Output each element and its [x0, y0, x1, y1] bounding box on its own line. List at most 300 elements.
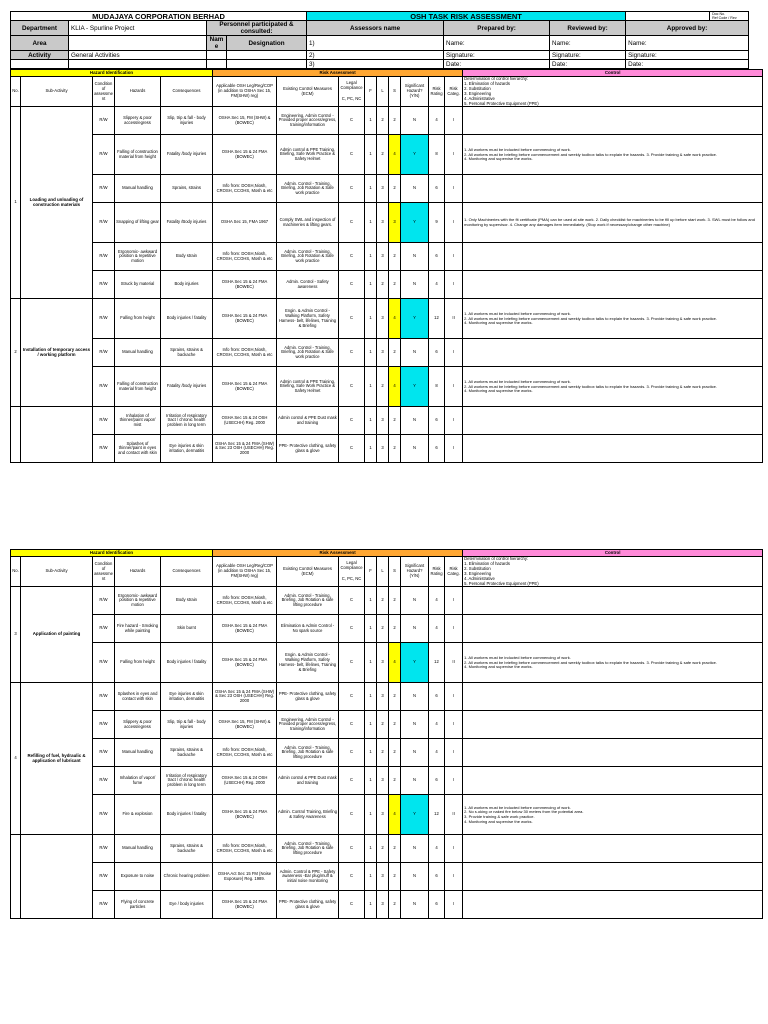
col-sub-activity: Sub-Activity	[21, 77, 93, 107]
personnel-label: Personnel participated & consulted:	[207, 21, 307, 36]
control-cell: 1. All workers must be inducted before commencing of work. 2. No s.oking or naked fire below 30 meters from the potential area. 3. Provide training & safe work practice. 4. Monitoring and supervise the works.	[463, 795, 763, 835]
consequence-cell: Sprains, strains & backache	[161, 339, 213, 367]
significant-hazard-cell: N	[401, 615, 429, 643]
designation-col-label: Designation	[227, 36, 307, 51]
legislation-cell: Info from: DOSH,Niosh, CROSH, CCOHS, Mosh & etc	[213, 243, 277, 271]
ecm-cell: Admin. Control - Training, Briefing, Job Rotation & Safe work practice	[277, 339, 339, 367]
control-cell	[463, 175, 763, 203]
legal-compliance-cell: C	[339, 367, 365, 407]
hazard-cell: Falling of construction material from height	[115, 135, 161, 175]
ecm-cell: PPE- Protective clothing, safety glass & glove	[277, 435, 339, 463]
hazard-cell: Inhalation of vapor/ fume	[115, 767, 161, 795]
legal-compliance-cell: C	[339, 795, 365, 835]
document-header	[10, 11, 749, 69]
col-legal-compliance	[339, 557, 365, 587]
legal-compliance-cell: C	[339, 891, 365, 919]
frequency-cell: 1	[365, 683, 377, 711]
ecm-cell: PPE- Protective clothing, safety glass & glove	[277, 683, 339, 711]
col-legal-compliance	[339, 77, 365, 107]
significant-hazard-cell: N	[401, 407, 429, 435]
item-number: 3	[11, 587, 21, 683]
legal-compliance-cell: C	[339, 243, 365, 271]
risk-category-cell: I	[445, 615, 463, 643]
risk-rating-cell: 12	[429, 795, 445, 835]
condition-cell: R/W	[93, 683, 115, 711]
control-cell	[463, 891, 763, 919]
consequence-cell: Body injuries / fatality	[161, 299, 213, 339]
risk-row	[11, 643, 763, 683]
ecm-cell: Engin. & Admin Control - Walking Platform, Safety Harness- belt, lifelines, Training & Briefing	[277, 299, 339, 339]
significant-hazard-cell: N	[401, 683, 429, 711]
significant-hazard-cell: N	[401, 243, 429, 271]
risk-row	[11, 339, 763, 367]
ecm-cell: Engin. & Admin Control - Walking Platform, Safety Harness- belt, lifelines, Training & Briefing	[277, 643, 339, 683]
legal-compliance-cell: C	[339, 615, 365, 643]
name-col-label: Name	[207, 36, 227, 51]
likelihood-cell: 2	[377, 135, 389, 175]
condition-cell: R/W	[93, 135, 115, 175]
ecm-cell: Engineering, Admin Control - Provided proper access/egress, training/information	[277, 711, 339, 739]
significant-hazard-cell: Y	[401, 367, 429, 407]
risk-row	[11, 767, 763, 795]
risk-category-cell: I	[445, 271, 463, 299]
sub-activity	[21, 835, 93, 919]
risk-row	[11, 739, 763, 767]
risk-category-cell: I	[445, 407, 463, 435]
risk-row	[11, 683, 763, 711]
significant-hazard-cell: N	[401, 339, 429, 367]
control-cell	[463, 711, 763, 739]
legislation-cell: Info from: DOSH,Niosh, CROSH, CCOHS, Mosh & etc	[213, 587, 277, 615]
significant-hazard-cell: N	[401, 739, 429, 767]
risk-category-cell: I	[445, 767, 463, 795]
risk-rating-cell: 6	[429, 339, 445, 367]
legislation-cell: OSHA Sec 15, FM (SHW) & (BOWEC)	[213, 107, 277, 135]
ecm-cell: Admin control & PPE Dust mask and training	[277, 407, 339, 435]
condition-cell: R/W	[93, 615, 115, 643]
legislation-cell: OSHA Sec 15 & 24 FMA (BOWEC)	[213, 135, 277, 175]
risk-rating-cell: 6	[429, 863, 445, 891]
risk-category-cell: II	[445, 299, 463, 339]
legal-compliance-cell: C	[339, 835, 365, 863]
legislation-cell: Info from: DOSH,Niosh, CROSH, CCOHS, Mosh & etc	[213, 739, 277, 767]
legislation-cell: OSHA Sec 15 & 24 FMA (BOWEC)	[213, 299, 277, 339]
severity-cell: 2	[389, 683, 401, 711]
col-consequences: Consequences	[161, 557, 213, 587]
legal-compliance-cell: C	[339, 203, 365, 243]
approved-signature: Signature:	[626, 51, 749, 60]
significant-hazard-cell: N	[401, 767, 429, 795]
ecm-cell: Admin. Control - Training, Briefing, Job Rotation & safe lifting procedure	[277, 739, 339, 767]
significant-hazard-cell: Y	[401, 203, 429, 243]
hazard-cell: Falling of construction material from height	[115, 367, 161, 407]
severity-cell: 2	[389, 711, 401, 739]
hazard-cell: Falling from height	[115, 299, 161, 339]
reviewed-by-label: Reviewed by:	[550, 21, 626, 36]
frequency-cell: 1	[365, 739, 377, 767]
col-no: No.	[11, 77, 21, 107]
risk-rating-cell: 6	[429, 891, 445, 919]
legal-compliance-cell: C	[339, 299, 365, 339]
frequency-cell: 1	[365, 271, 377, 299]
risk-row	[11, 107, 763, 135]
sub-activity	[21, 407, 93, 463]
risk-category-cell: I	[445, 175, 463, 203]
department-label: Department	[11, 21, 69, 36]
sub-activity: Installation of temporary access / working platform	[21, 299, 93, 407]
risk-rating-cell: 4	[429, 271, 445, 299]
assessor-2: 2)	[307, 51, 444, 60]
control-header: Control	[463, 70, 763, 77]
legislation-cell: OSHA Sec 15 & 24 FMA (BOWEC)	[213, 367, 277, 407]
legal-compliance-cell: C	[339, 683, 365, 711]
condition-cell: R/W	[93, 299, 115, 339]
condition-cell: R/W	[93, 795, 115, 835]
column-header-row	[11, 77, 763, 107]
legislation-cell: OSHA Sec 15 & 24 FMA (SHW) & Sec 23 OSH (USECHH) Reg. 2000	[213, 683, 277, 711]
frequency-cell: 1	[365, 243, 377, 271]
control-cell	[463, 407, 763, 435]
ecm-cell: Engineering, Admin Control - Provided proper access/egress, training/information	[277, 107, 339, 135]
risk-category-cell: I	[445, 587, 463, 615]
legislation-cell: OSHA Sec 15, FMA 1967	[213, 203, 277, 243]
risk-category-cell: I	[445, 711, 463, 739]
frequency-cell: 1	[365, 107, 377, 135]
legislation-cell: Info from: DOSH,Niosh, CROSH, CCOHS, Mosh & etc	[213, 339, 277, 367]
consequence-cell: Slip, trip & fall - body injuries	[161, 107, 213, 135]
condition-cell: R/W	[93, 339, 115, 367]
risk-rating-cell: 4	[429, 615, 445, 643]
severity-cell: 2	[389, 407, 401, 435]
control-cell: 1. All workers must be inducted before commencing of work. 2. All workers must be briefing before commencement and weekly toolbox talks to explain the hazards. 3. Provide training & safe work practice. 4. Monitoring and supervise the works.	[463, 135, 763, 175]
column-header-row	[11, 557, 763, 587]
hazard-cell: Manual handling	[115, 175, 161, 203]
severity-cell: 4	[389, 795, 401, 835]
legal-compliance-cell: C	[339, 135, 365, 175]
frequency-cell: 1	[365, 615, 377, 643]
risk-row	[11, 271, 763, 299]
legal-compliance-label: Legal Compliance	[340, 80, 363, 91]
frequency-cell: 1	[365, 767, 377, 795]
risk-category-cell: I	[445, 863, 463, 891]
legislation-cell: OSHA Sec 15 & 24 FMA (BOWEC)	[213, 891, 277, 919]
col-condition: Condition of assessment	[93, 77, 115, 107]
col-ecm: Existing Control Measures (ECM)	[277, 557, 339, 587]
item-number	[11, 835, 21, 919]
condition-cell: R/W	[93, 367, 115, 407]
severity-cell: 2	[389, 835, 401, 863]
risk-category-cell: I	[445, 339, 463, 367]
hazard-cell: Splashes in eyes and contact with skin	[115, 683, 161, 711]
risk-row	[11, 435, 763, 463]
control-cell: 1. All workers must be inducted before commencing of work. 2. All workers must be briefing before commencement and weekly toolbox talks to explain the hazards. 3. Provide training & safe work practice. 4. Monitoring and supervise the works.	[463, 367, 763, 407]
risk-row	[11, 203, 763, 243]
risk-row	[11, 587, 763, 615]
hazard-cell: Struck by material	[115, 271, 161, 299]
control-cell	[463, 271, 763, 299]
col-significant: Significant Hazard? (Y/N)	[401, 557, 429, 587]
significant-hazard-cell: Y	[401, 795, 429, 835]
likelihood-cell: 2	[377, 367, 389, 407]
activity-label: Activity	[11, 51, 69, 60]
hazard-identification-header: Hazard Identification	[11, 70, 213, 77]
legal-compliance-codes: C, PC, NC	[341, 576, 362, 582]
risk-row	[11, 407, 763, 435]
control-cell	[463, 683, 763, 711]
prepared-by-label: Prepared by:	[444, 21, 550, 36]
col-l: L	[377, 77, 389, 107]
risk-rating-cell: 6	[429, 683, 445, 711]
col-legislation: Applicable OSH Leg/Reg/COP (in addition to OSHA Sec 15, FM(SHW) reg)	[213, 77, 277, 107]
hazard-cell: Inhalation of thinner/paint vapor/ mist	[115, 407, 161, 435]
hazard-cell: Snapping of lifting gear	[115, 203, 161, 243]
ecm-cell: Comply SWL and inspection of machineries & lifting gears.	[277, 203, 339, 243]
condition-cell: R/W	[93, 203, 115, 243]
risk-category-cell: II	[445, 643, 463, 683]
risk-table-page-2	[10, 549, 763, 919]
ecm-cell: PPE- Protective clothing, safety glass & glove	[277, 891, 339, 919]
hazard-identification-header: Hazard Identification	[11, 550, 213, 557]
condition-cell: R/W	[93, 835, 115, 863]
consequence-cell: Fatality /body injuries	[161, 367, 213, 407]
condition-cell: R/W	[93, 643, 115, 683]
sub-activity: Refilling of fuel, hydraulic & application of lubricant	[21, 683, 93, 835]
legal-compliance-label: Legal Compliance	[340, 560, 363, 571]
risk-rating-cell: 6	[429, 767, 445, 795]
frequency-cell: 1	[365, 175, 377, 203]
risk-rating-cell: 8	[429, 135, 445, 175]
control-cell	[463, 339, 763, 367]
risk-row	[11, 835, 763, 863]
ecm-cell: Admin. Control - Training, Briefing, Job Rotation & safe lifting procedure	[277, 835, 339, 863]
document-title: OSH TASK RISK ASSESSMENT	[307, 12, 626, 21]
col-risk-rating: Risk Rating	[429, 77, 445, 107]
col-s: S	[389, 557, 401, 587]
condition-cell: R/W	[93, 739, 115, 767]
col-significant: Significant Hazard? (Y/N)	[401, 77, 429, 107]
doc-no-label: Doc No.	[712, 12, 726, 16]
severity-cell: 4	[389, 643, 401, 683]
risk-row	[11, 863, 763, 891]
col-l: L	[377, 557, 389, 587]
legislation-cell: OSHA Sec 15 & 24 FMA (BOWEC)	[213, 795, 277, 835]
legislation-cell: OSHA Sec 15 & 24 OSH (USECHH) Reg. 2000	[213, 767, 277, 795]
condition-cell: R/W	[93, 891, 115, 919]
likelihood-cell: 3	[377, 435, 389, 463]
assessor-3: 3)	[307, 60, 444, 69]
col-condition: Condition of assessment	[93, 557, 115, 587]
risk-rating-cell: 4	[429, 739, 445, 767]
section-header-row	[11, 70, 763, 77]
consequence-cell: Body strain	[161, 243, 213, 271]
risk-rating-cell: 9	[429, 203, 445, 243]
control-cell	[463, 435, 763, 463]
hazard-cell: Fire hazard - Smoking while painting	[115, 615, 161, 643]
consequence-cell: Sprains, strains & backache	[161, 739, 213, 767]
consequence-cell: Sprains, strains	[161, 175, 213, 203]
assessor-1: 1)	[307, 36, 444, 51]
risk-table-page-1	[10, 69, 763, 463]
frequency-cell: 1	[365, 435, 377, 463]
likelihood-cell: 2	[377, 271, 389, 299]
risk-rating-cell: 4	[429, 107, 445, 135]
likelihood-cell: 3	[377, 683, 389, 711]
legal-compliance-codes: C, PC, NC	[341, 96, 362, 102]
consequence-cell: Eye injuries & skin irritation, dermatitis	[161, 435, 213, 463]
frequency-cell: 1	[365, 203, 377, 243]
risk-row	[11, 135, 763, 175]
control-cell: 1. All workers must be inducted before commencing of work. 2. All workers must be briefing before commencement and weekly toolbox talks to explain the hazards. 3. Provide training & safe work practice. 4. Monitoring and supervise the works.	[463, 643, 763, 683]
legal-compliance-cell: C	[339, 643, 365, 683]
severity-cell: 2	[389, 271, 401, 299]
significant-hazard-cell: N	[401, 435, 429, 463]
legislation-cell: OSHA Sec 15, FM (SHW) & (BOWEC)	[213, 711, 277, 739]
risk-row	[11, 243, 763, 271]
risk-row	[11, 711, 763, 739]
risk-category-cell: I	[445, 107, 463, 135]
severity-cell: 2	[389, 891, 401, 919]
col-s: S	[389, 77, 401, 107]
legislation-cell: OSHA Sec 15 & 24 FMA (BOWEC)	[213, 271, 277, 299]
legal-compliance-cell: C	[339, 711, 365, 739]
control-header: Control	[463, 550, 763, 557]
significant-hazard-cell: N	[401, 271, 429, 299]
legal-compliance-cell: C	[339, 271, 365, 299]
sub-activity: Application of painting	[21, 587, 93, 683]
hazard-cell: Falling from height	[115, 643, 161, 683]
condition-cell: R/W	[93, 243, 115, 271]
control-cell	[463, 243, 763, 271]
risk-rating-cell: 6	[429, 175, 445, 203]
consequence-cell: Eye injuries & skin irritation, dermatitis	[161, 683, 213, 711]
legal-compliance-cell: C	[339, 587, 365, 615]
frequency-cell: 1	[365, 795, 377, 835]
col-control-hierarchy: Determination of control hierarchy: 1. Elimination of hazards 2. Substitution 3. Engineering 4. Administrative 5. Personal Protective Equipment (PPE)	[463, 557, 763, 587]
frequency-cell: 1	[365, 367, 377, 407]
likelihood-cell: 3	[377, 203, 389, 243]
significant-hazard-cell: N	[401, 107, 429, 135]
col-f: F	[365, 557, 377, 587]
risk-rating-cell: 12	[429, 643, 445, 683]
legal-compliance-cell: C	[339, 863, 365, 891]
consequence-cell: Body strain	[161, 587, 213, 615]
hazard-cell: Fire & explosion	[115, 795, 161, 835]
condition-cell: R/W	[93, 711, 115, 739]
frequency-cell: 1	[365, 407, 377, 435]
condition-cell: R/W	[93, 767, 115, 795]
likelihood-cell: 3	[377, 767, 389, 795]
section-header-row	[11, 550, 763, 557]
item-number: 2	[11, 299, 21, 407]
consequence-cell: Body injuries / fatality	[161, 643, 213, 683]
area-label: Area	[11, 36, 69, 51]
legislation-cell: OSHA Sec 15 & 24 FMA (BOWEC)	[213, 615, 277, 643]
risk-category-cell: I	[445, 683, 463, 711]
severity-cell: 2	[389, 739, 401, 767]
prepared-date: Date:	[444, 60, 550, 69]
approved-name: Name:	[626, 36, 749, 51]
ref-code-label: Ref Code / Rev	[712, 16, 737, 20]
legal-compliance-cell: C	[339, 435, 365, 463]
ecm-cell: Admin. Control - Safety awareness	[277, 271, 339, 299]
legal-compliance-cell: C	[339, 739, 365, 767]
risk-row	[11, 615, 763, 643]
activity-value: General Activities	[69, 51, 207, 60]
approved-date: Date:	[626, 60, 749, 69]
likelihood-cell: 3	[377, 407, 389, 435]
area-value	[69, 36, 207, 51]
col-risk-categ: Risk Categ.	[445, 557, 463, 587]
frequency-cell: 1	[365, 891, 377, 919]
frequency-cell: 1	[365, 587, 377, 615]
frequency-cell: 1	[365, 339, 377, 367]
item-number	[11, 407, 21, 463]
approved-by-label: Approved by:	[626, 21, 749, 36]
col-control-hierarchy: Determination of control hierarchy: 1. Elimination of hazards 2. Substitution 3. Engineering 4. Administrative 5. Personal Protective Equipment (PPE)	[463, 77, 763, 107]
risk-rating-cell: 4	[429, 587, 445, 615]
risk-category-cell: I	[445, 367, 463, 407]
hazard-cell: Exposure to noise	[115, 863, 161, 891]
frequency-cell: 1	[365, 135, 377, 175]
likelihood-cell: 2	[377, 711, 389, 739]
legislation-cell: OSHA Sec 15 & 24 FMA (SHW) & Sec 23 OSH (USECHH) Reg. 2000	[213, 435, 277, 463]
risk-rating-cell: 8	[429, 367, 445, 407]
likelihood-cell: 2	[377, 107, 389, 135]
consequence-cell: Body injuries	[161, 271, 213, 299]
condition-cell: R/W	[93, 271, 115, 299]
prepared-name: Name:	[444, 36, 550, 51]
item-number: 1	[11, 107, 21, 299]
control-cell: 1. All workers must be inducted before commencing of work. 2. All workers must be briefing before commencement and weekly toolbox talks to explain the hazards. 3. Provide training & safe work practice. 4. Monitoring and supervise the works.	[463, 299, 763, 339]
col-ecm: Existing Control Measures (ECM)	[277, 77, 339, 107]
condition-cell: R/W	[93, 107, 115, 135]
ecm-cell: Admin. Control & PPE - Safety awareness -Ear plug/muff & initial noise monitoring	[277, 863, 339, 891]
condition-cell: R/W	[93, 435, 115, 463]
consequence-cell: Fatality /Body injuries	[161, 203, 213, 243]
hazard-cell: Slippery & poor access/egress	[115, 107, 161, 135]
page-2	[10, 549, 748, 919]
severity-cell: 2	[389, 243, 401, 271]
severity-cell: 2	[389, 615, 401, 643]
risk-category-cell: I	[445, 835, 463, 863]
legal-compliance-cell: C	[339, 175, 365, 203]
hazard-cell: Manual handling	[115, 739, 161, 767]
col-sub-activity: Sub-Activity	[21, 557, 93, 587]
legal-compliance-cell: C	[339, 407, 365, 435]
hazard-cell: Flying of concrete particles	[115, 891, 161, 919]
control-cell	[463, 107, 763, 135]
risk-category-cell: I	[445, 739, 463, 767]
significant-hazard-cell: N	[401, 891, 429, 919]
risk-category-cell: I	[445, 891, 463, 919]
consequence-cell: Chronic hearing problem	[161, 863, 213, 891]
col-risk-rating: Risk Rating	[429, 557, 445, 587]
likelihood-cell: 3	[377, 175, 389, 203]
severity-cell: 2	[389, 339, 401, 367]
likelihood-cell: 3	[377, 299, 389, 339]
legal-compliance-cell: C	[339, 767, 365, 795]
likelihood-cell: 3	[377, 643, 389, 683]
ecm-cell: Admin. Control - Training, Briefing, Job Rotation & Safe work practice	[277, 175, 339, 203]
risk-rating-cell: 4	[429, 711, 445, 739]
likelihood-cell: 2	[377, 587, 389, 615]
significant-hazard-cell: N	[401, 835, 429, 863]
reviewed-signature: Signature:	[550, 51, 626, 60]
risk-row	[11, 891, 763, 919]
severity-cell: 4	[389, 367, 401, 407]
legislation-cell: Info from: DOSH,Niosh, CROSH, CCOHS, Mosh & etc	[213, 175, 277, 203]
hazard-cell: Slippery & poor access/egress	[115, 711, 161, 739]
